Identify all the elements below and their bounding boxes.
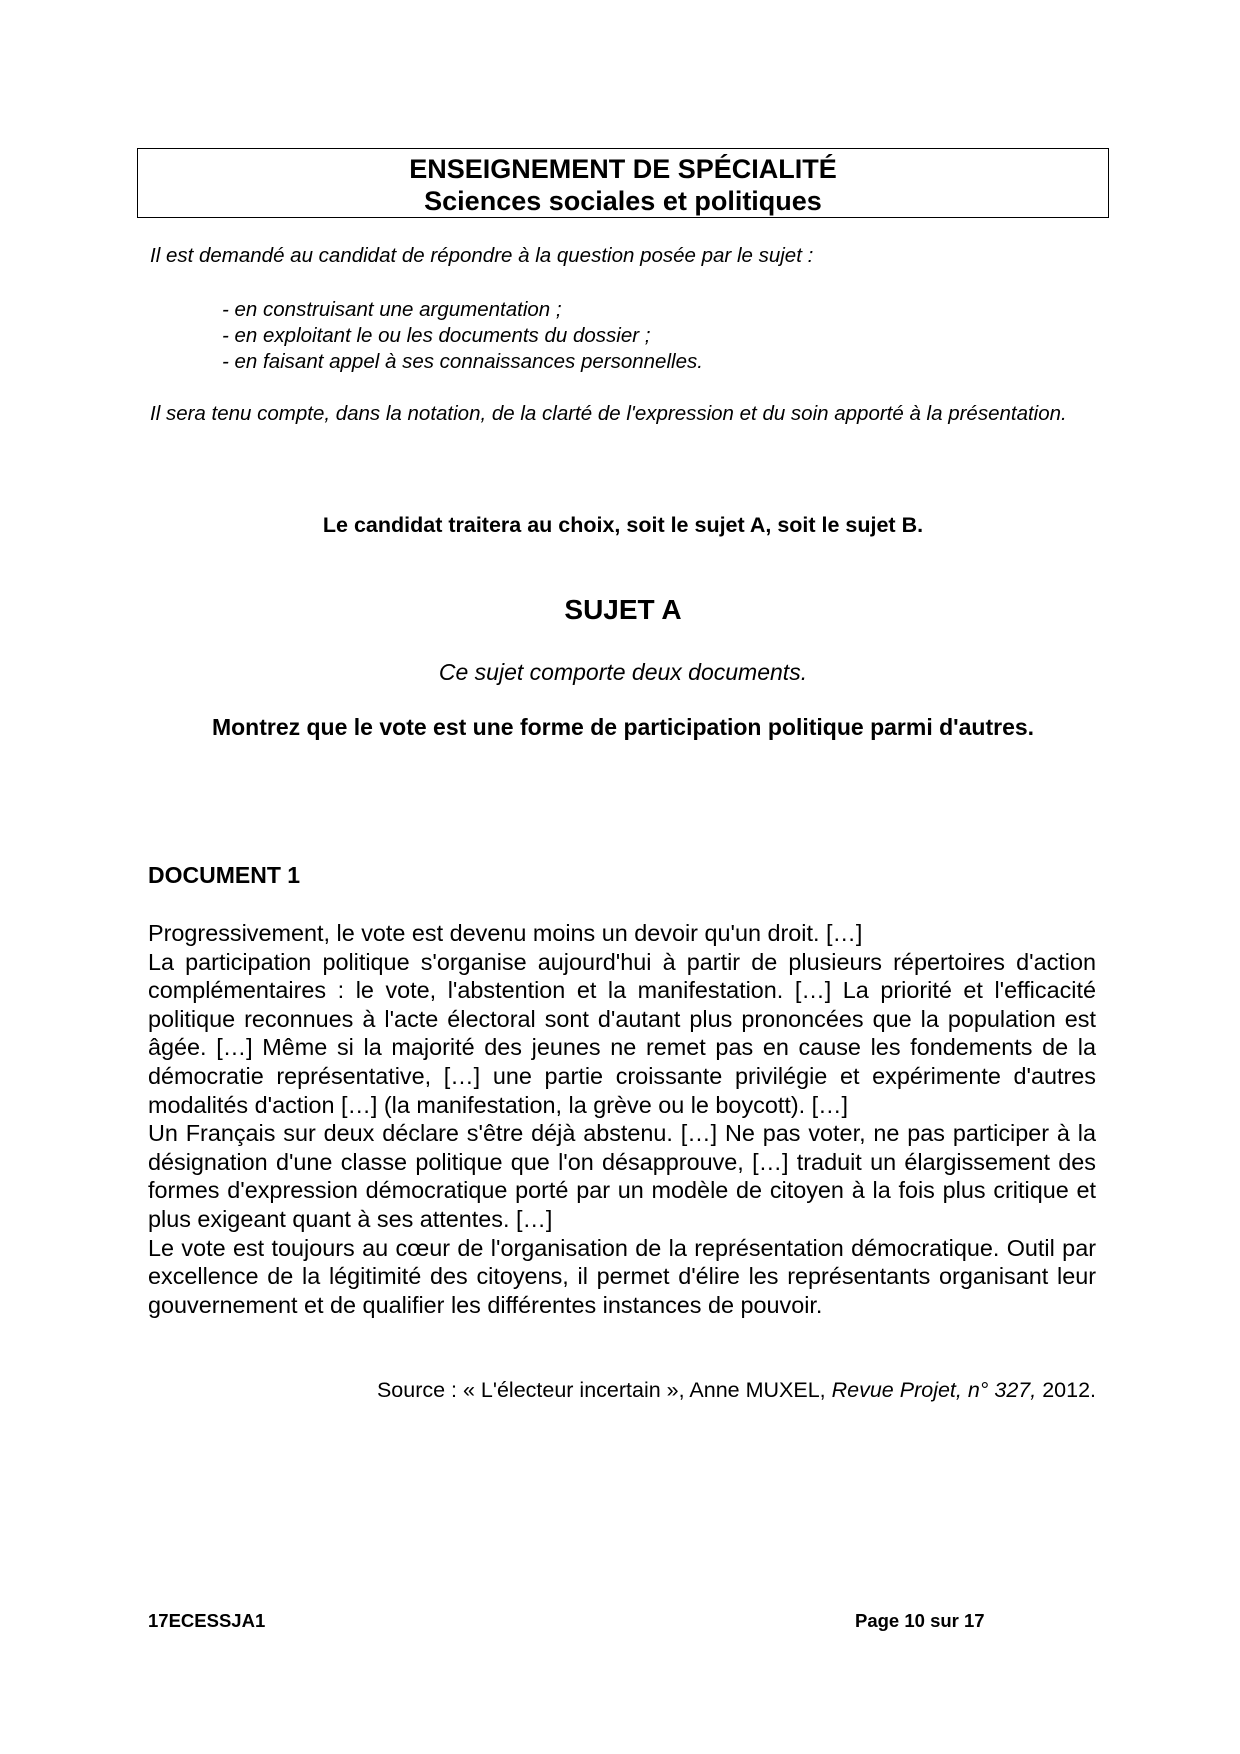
document-heading: DOCUMENT 1 (148, 862, 301, 888)
subject-note: Ce sujet comporte deux documents. (438, 659, 808, 685)
document-paragraph: Le vote est toujours au cœur de l'organisation de la représentation démocratique. Outil par excellence de la légitimité des citoyens, il permet d'élire les représentants organisant leur gouvernement et de qualifier les différentes instances de pouvoir. (148, 1234, 1096, 1318)
choice-instruction: Le candidat traitera au choix, soit le sujet A, soit le sujet B. (322, 513, 924, 537)
subject-question: Montrez que le vote est une forme de participation politique parmi d'autres. (211, 714, 1035, 740)
instruction-item: - en exploitant le ou les documents du dossier ; (222, 324, 651, 347)
document-paragraph: Progressivement, le vote est devenu moins un devoir qu'un droit. […] (148, 920, 863, 946)
header-subtitle: Sciences sociales et politiques (424, 186, 822, 216)
instruction-item: - en construisant une argumentation ; (222, 298, 562, 321)
document-paragraph: Un Français sur deux déclare s'être déjà abstenu. […] Ne pas voter, ne pas participer à la désignation d'une classe politique que l'on désapprouve, […] traduit un élargissement des formes d'expression démocratique porté par un modèle de citoyen à la fois plus critique et plus exigeant quant à ses attentes. […] (148, 1120, 1096, 1232)
notation-text: Il sera tenu compte, dans la notation, de la clarté de l'expression et du soin apporté à la présentation. (150, 402, 1067, 425)
header-box (137, 148, 1109, 218)
document-paragraph: La participation politique s'organise aujourd'hui à partir de plusieurs répertoires d'action complémentaires : le vote, l'abstention et la manifestation. […] La priorité et l'efficacité politique reconnues à l'acte électoral sont d'autant plus prononcées que la population est âgée. […] Même si la majorité des jeunes ne remet pas en cause les fondements de la démocratie représentative, […] une partie croissante privilégie et expérimente d'autres modalités d'action […] (la manifestation, la grève ou le boycott). […] (148, 948, 1096, 1118)
source-prefix: Source : « L'électeur incertain », Anne MUXEL, (376, 1378, 832, 1402)
instruction-item: - en faisant appel à ses connaissances personnelles. (222, 350, 703, 373)
source-suffix: 2012. (1036, 1378, 1096, 1402)
page-number: Page 10 sur 17 (855, 1610, 985, 1631)
source-journal: Revue Projet, n° 327, (831, 1378, 1037, 1402)
header-title: ENSEIGNEMENT DE SPÉCIALITÉ (409, 154, 837, 184)
document-body (148, 919, 1096, 1319)
instructions-list (222, 297, 703, 375)
exam-code: 17ECESSJA1 (148, 1610, 266, 1631)
subject-title: SUJET A (564, 594, 682, 625)
intro-text: Il est demandé au candidat de répondre à la question posée par le sujet : (150, 244, 814, 267)
document-source (300, 1376, 1096, 1404)
